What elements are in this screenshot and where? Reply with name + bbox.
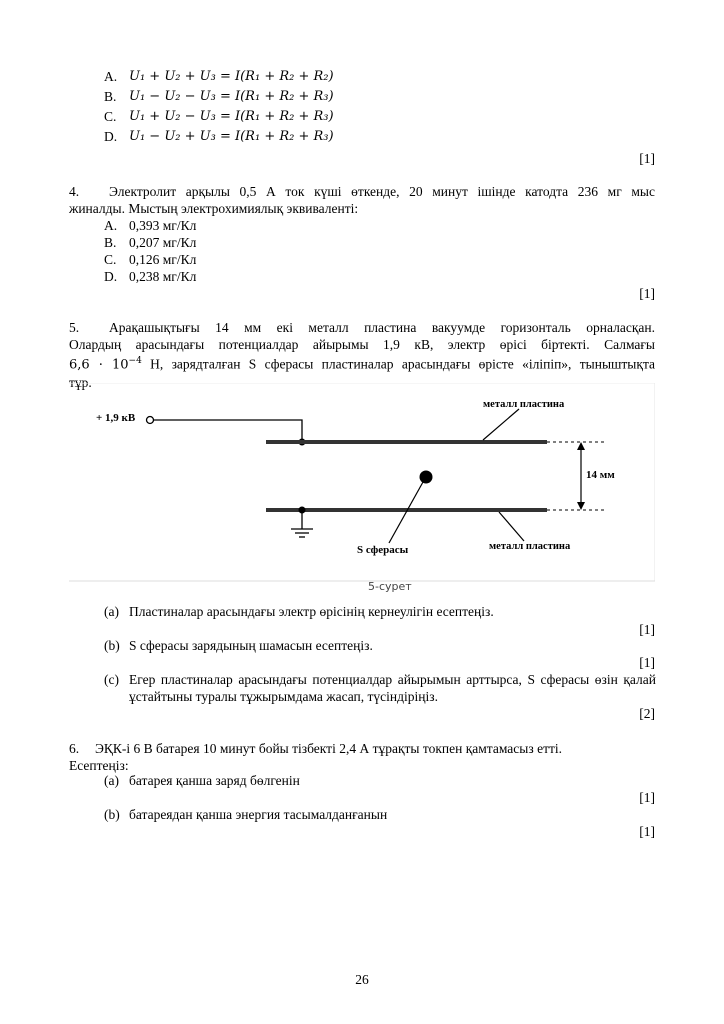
option-text: 0,393 мг/Кл [129, 218, 197, 233]
subquestion-text: батарея қанша заряд бөлгенін [129, 773, 300, 788]
sphere-s [420, 471, 433, 484]
top-plate-label: металл пластина [483, 399, 565, 410]
q5-weight-exponent: −4 [128, 356, 142, 366]
option-formula: U₁ + U₂ − U₃ = I(R₁ + R₂ + R₃) [129, 109, 334, 124]
gap-arrow-head-bottom [577, 502, 585, 510]
option-formula: U₁ + U₂ + U₃ = I(R₁ + R₂ + R₂) [129, 69, 334, 84]
q5-line2: Олардың арасындағы потенциалдар айырымы 1,9 кВ, электр өрісі біртекті. Салмағы [69, 337, 655, 352]
subquestion-letter: (b) [104, 638, 120, 653]
q5-subquestion-a [104, 603, 656, 620]
gap-arrow-head-top [577, 442, 585, 450]
q6b-mark: [1] [639, 824, 655, 839]
q5-subquestion-c [104, 671, 656, 705]
option-letter: A. [104, 69, 118, 84]
q6-line2: Есептеңіз: [69, 758, 129, 773]
subquestion-letter: (a) [104, 604, 119, 619]
option-letter: A. [104, 218, 118, 233]
terminal-circle [147, 417, 154, 424]
q5a-mark: [1] [639, 622, 655, 637]
q4-text-line1: Электролит арқылы 0,5 А ток күші өткенде, 20 минут ішінде катодта 236 мг мыс [109, 184, 655, 199]
subquestion-text: Пластиналар арасындағы электр өрісінің кернеулігін есептеңіз. [129, 604, 494, 619]
q5-line1: Арақашықтығы 14 мм екі металл пластина вакуумде горизонталь орналасқан. [109, 320, 655, 335]
q3-option-a [104, 69, 334, 85]
option-text: 0,126 мг/Кл [129, 252, 197, 267]
q5-number: 5. [69, 320, 80, 335]
subquestion-letter: (c) [104, 672, 119, 687]
q3-option-b [104, 89, 334, 105]
subquestion-text: S сферасы зарядының шамасын есептеңіз. [129, 638, 373, 653]
subquestion-text: Егер пластиналар арасындағы потенциалдар айырымын арттырса, S сферасы өзін қалай ұстайтыны туралы тұжырымдама жасап, түсіндіріңіз. [129, 672, 656, 704]
subquestion-letter: (a) [104, 773, 119, 788]
sphere-pointer [389, 482, 423, 543]
q5c-mark: [2] [639, 706, 655, 721]
q5-stem [69, 319, 655, 391]
q3-option-d [104, 129, 334, 145]
bottom-plate-pointer [499, 512, 524, 541]
q3-mark: [1] [639, 151, 655, 166]
option-letter: C. [104, 252, 117, 267]
supply-wire [154, 420, 302, 442]
q5-weight-value: 6,6 · 10 [69, 357, 129, 373]
option-formula: U₁ − U₂ + U₃ = I(R₁ + R₂ + R₃) [129, 129, 334, 144]
option-text: 0,238 мг/Кл [129, 269, 197, 284]
option-letter: B. [104, 235, 117, 250]
q4-option-d [104, 269, 197, 285]
q6a-mark: [1] [639, 790, 655, 805]
q6-line1: ЭҚК-і 6 В батарея 10 минут бойы тізбекті 2,4 А тұрақты токпен қамтамасыз етті. [95, 741, 562, 756]
option-letter: C. [104, 109, 117, 124]
option-letter: D. [104, 129, 118, 144]
q4-option-b [104, 235, 197, 251]
page-number: 26 [355, 972, 369, 987]
q6-number: 6. [69, 741, 80, 756]
option-letter: D. [104, 269, 118, 284]
voltage-label: + 1,9 кВ [96, 412, 136, 424]
bottom-plate-label: металл пластина [489, 541, 571, 552]
figure-caption: 5-сурет [368, 580, 412, 593]
top-plate-pointer [483, 409, 519, 440]
option-letter: B. [104, 89, 117, 104]
subquestion-text: батареядан қанша энергия тасымалданғанын [129, 807, 388, 822]
option-formula: U₁ − U₂ − U₃ = I(R₁ + R₂ + R₃) [129, 89, 334, 104]
subquestion-letter: (b) [104, 807, 120, 822]
q3-option-c [104, 109, 334, 125]
q5b-mark: [1] [639, 655, 655, 670]
q5-line4: тұр. [69, 374, 92, 390]
q4-option-a [104, 218, 197, 234]
q6-stem [69, 740, 655, 774]
q4-option-c [104, 252, 197, 268]
gap-label: 14 мм [586, 469, 615, 481]
q4-text-line2: жиналды. Мыстың электрохимиялық эквиваленті: [69, 201, 359, 216]
q4-number: 4. [69, 184, 80, 199]
q5-line3: Н, зарядталған S сферасы пластиналар арасындағы өрісте «іліпіп», тыныштықта [141, 356, 655, 372]
q5-subquestion-b [104, 637, 656, 654]
q4-stem [69, 183, 655, 217]
sphere-label: S сферасы [357, 544, 409, 556]
plates-diagram [69, 383, 655, 593]
q6-subquestion-b [104, 806, 656, 823]
q6-subquestion-a [104, 772, 656, 789]
option-text: 0,207 мг/Кл [129, 235, 197, 250]
figure-5 [69, 383, 655, 593]
q4-mark: [1] [639, 286, 655, 301]
